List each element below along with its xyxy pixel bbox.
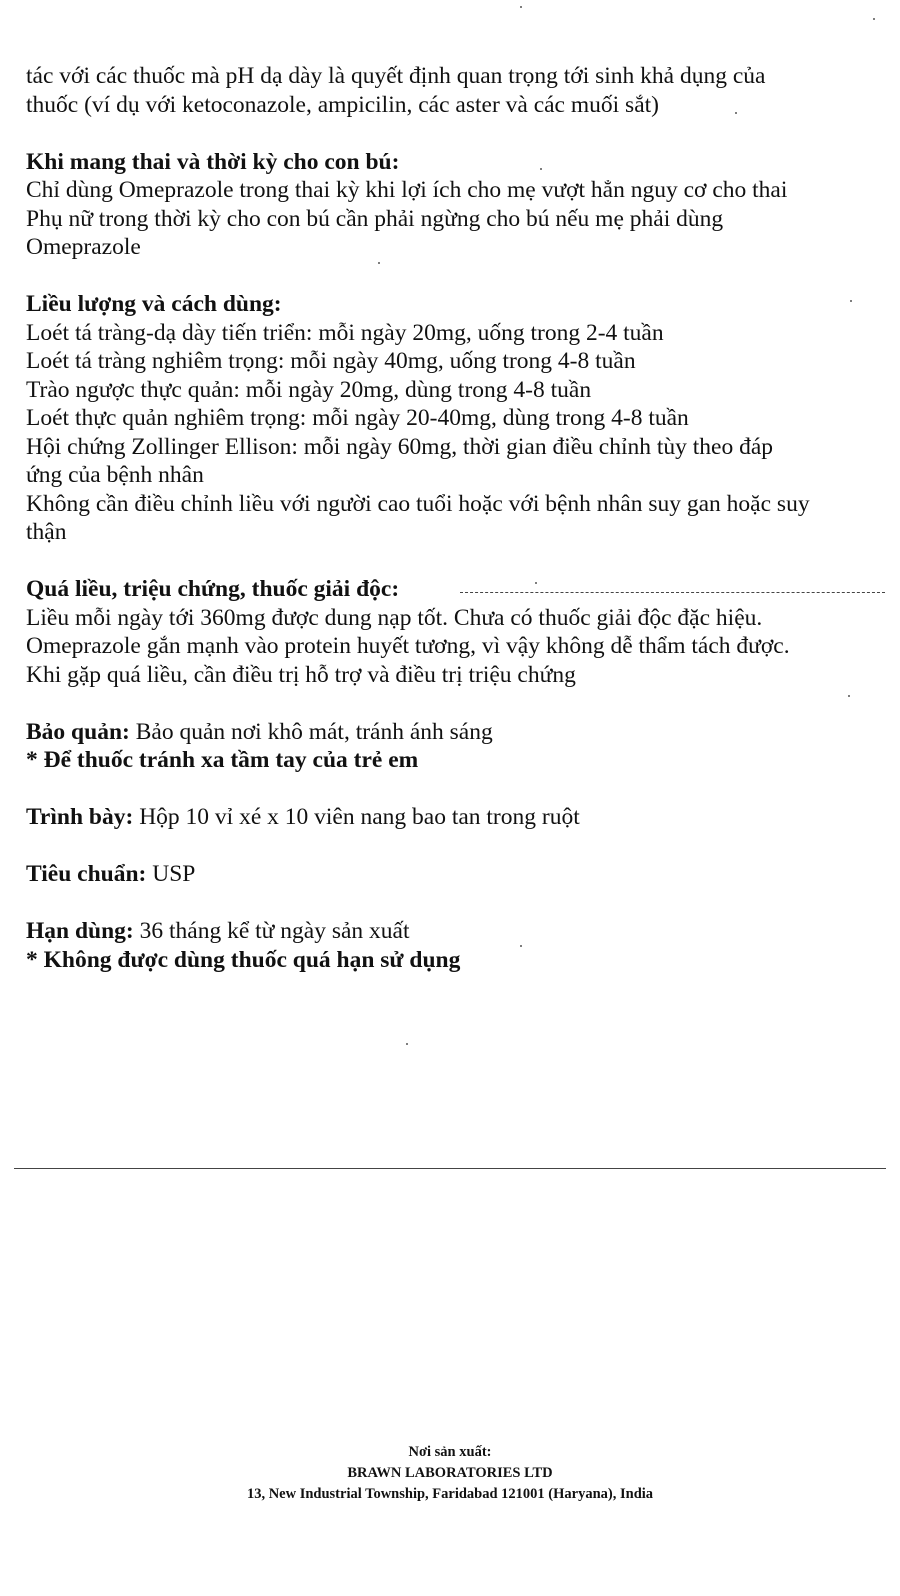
storage-text: Bảo quản nơi khô mát, tránh ánh sáng <box>129 718 493 745</box>
expiry-label: Hạn dùng: <box>26 918 134 944</box>
overdose-line-1: Liều mỗi ngày tới 360mg được dung nạp tốt. Chưa có thuốc giải độc đặc hiệu. <box>26 604 763 631</box>
pregnancy-line-3: Omeprazole <box>26 234 141 260</box>
scan-speck <box>378 262 380 264</box>
manufacturer-address: 13, New Industrial Township, Faridabad 121001 (Haryana), India <box>246 1486 654 1502</box>
dosage-heading: Liều lượng và cách dùng: <box>26 291 282 317</box>
standard-text: USP <box>146 861 196 887</box>
spacer <box>26 775 886 804</box>
scan-speck <box>540 168 542 170</box>
scan-speck <box>520 6 522 8</box>
expiry-text: 36 tháng kể từ ngày sản xuất <box>133 918 410 944</box>
storage-section <box>26 718 886 775</box>
standard-line <box>26 860 886 889</box>
dosage-line-3: Trào ngược thực quản: mỗi ngày 20mg, dùng trong 4-8 tuần <box>26 376 592 403</box>
interaction-line-1: tác với các thuốc mà pH dạ dày là quyết định quan trọng tới sinh khả dụng của <box>26 63 766 89</box>
spacer <box>26 689 886 718</box>
packaging-section <box>26 803 886 832</box>
scan-speck <box>850 300 852 302</box>
scan-speck <box>406 1043 408 1045</box>
dosage-line-4: Loét thực quản nghiêm trọng: mỗi ngày 20-40mg, dùng trong 4-8 tuần <box>26 405 689 431</box>
dosage-line-2: Loét tá tràng nghiêm trọng: mỗi ngày 40mg, uống trong 4-8 tuần <box>26 348 636 374</box>
spacer <box>26 889 886 918</box>
manufacturer-label: Nơi sản xuất: <box>408 1444 492 1460</box>
packaging-label: Trình bày: <box>26 804 134 830</box>
scan-speck <box>735 112 737 114</box>
overdose-line-3: Khi gặp quá liều, cần điều trị hỗ trợ và điều trị triệu chứng <box>26 661 576 688</box>
page-fold-line <box>14 1168 886 1169</box>
interaction-line-2: thuốc (ví dụ với ketoconazole, ampicilin, các aster và các muối sắt) <box>26 91 659 118</box>
dosage-line-8: thận <box>26 519 67 545</box>
packaging-text: Hộp 10 vỉ xé x 10 viên nang bao tan trong ruột <box>133 804 580 830</box>
spacer <box>26 262 886 291</box>
dosage-line-7: Không cần điều chỉnh liều với người cao tuổi hoặc với bệnh nhân suy gan hoặc suy <box>26 490 810 517</box>
standard-label: Tiêu chuẩn: <box>26 861 147 887</box>
scan-line-divider <box>460 592 885 593</box>
spacer <box>26 547 886 576</box>
dosage-line-5: Hội chứng Zollinger Ellison: mỗi ngày 60mg, thời gian điều chỉnh tùy theo đáp <box>26 433 774 460</box>
dosage-line-1: Loét tá tràng-dạ dày tiến triển: mỗi ngày 20mg, uống trong 2-4 tuần <box>26 319 664 346</box>
leaflet-body <box>26 62 886 974</box>
spacer <box>26 832 886 861</box>
scan-speck <box>848 695 850 697</box>
dosage-line-6: ứng của bệnh nhân <box>26 462 204 488</box>
packaging-line <box>26 803 886 832</box>
interaction-section <box>26 62 886 119</box>
overdose-line-2: Omeprazole gắn mạnh vào protein huyết tương, vì vậy không dễ thẩm tách được. <box>26 633 790 659</box>
scan-speck <box>535 582 537 584</box>
storage-line <box>26 718 886 747</box>
standard-section <box>26 860 886 889</box>
expiry-section <box>26 917 886 974</box>
manufacturer-name: BRAWN LABORATORIES LTD <box>347 1465 553 1481</box>
storage-warning: * Để thuốc tránh xa tầm tay của trẻ em <box>26 747 419 773</box>
spacer <box>26 119 886 148</box>
overdose-heading: Quá liều, triệu chứng, thuốc giải độc: <box>26 576 400 602</box>
pregnancy-heading: Khi mang thai và thời kỳ cho con bú: <box>26 148 400 175</box>
expiry-line <box>26 917 886 946</box>
dosage-section <box>26 290 886 547</box>
scan-speck <box>520 945 522 947</box>
pregnancy-line-2: Phụ nữ trong thời kỳ cho con bú cần phải ngừng cho bú nếu mẹ phải dùng <box>26 205 724 232</box>
pregnancy-line-1: Chỉ dùng Omeprazole trong thai kỳ khi lợi ích cho mẹ vượt hẳn nguy cơ cho thai <box>26 177 788 203</box>
manufacturer-block <box>0 1442 900 1505</box>
pregnancy-section <box>26 148 886 262</box>
scan-speck <box>873 18 875 20</box>
storage-label: Bảo quản: <box>26 718 130 745</box>
expiry-warning: * Không được dùng thuốc quá hạn sử dụng <box>26 946 461 973</box>
